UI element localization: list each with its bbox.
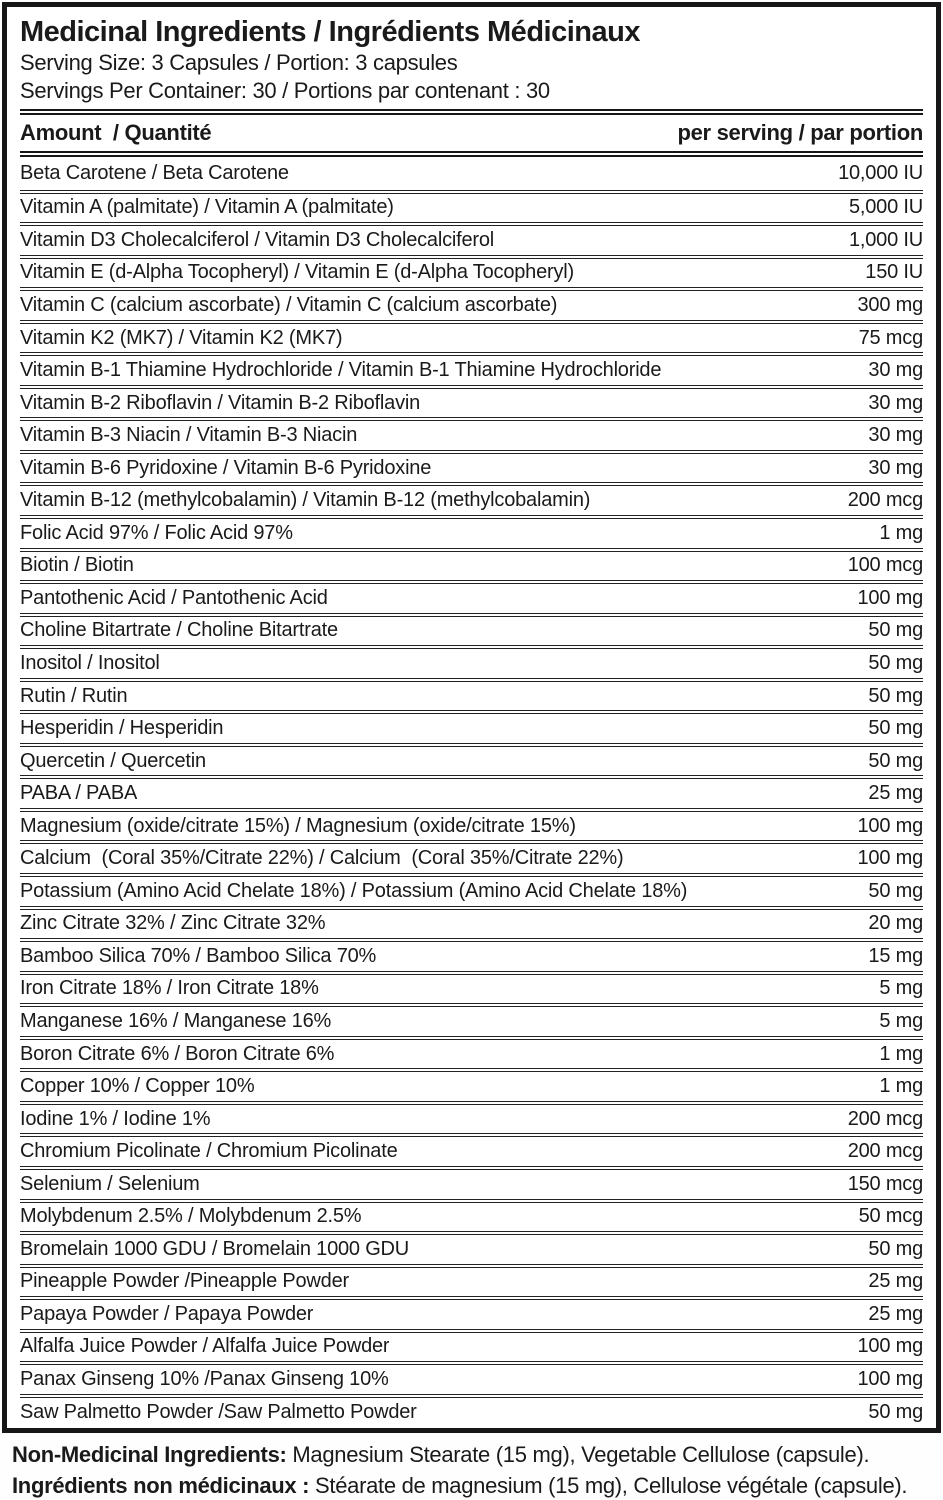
ingredient-amount: 50 mg [868,1400,923,1423]
table-row [20,1199,923,1232]
table-row [20,1068,923,1101]
ingredient-amount: 200 mcg [847,1107,923,1130]
table-row [20,1166,923,1199]
ingredient-amount: 1 mg [879,521,923,544]
ingredient-name: Magnesium (oxide/citrate 15%) / Magnesium (oxide/citrate 15%) [20,814,576,837]
table-row [20,190,923,223]
ingredient-amount: 1 mg [879,1075,923,1098]
table-row [20,938,923,971]
table-row [20,482,923,515]
ingredient-name: Molybdenum 2.5% / Molybdenum 2.5% [20,1205,362,1228]
ingredient-name: Zinc Citrate 32% / Zinc Citrate 32% [20,912,326,935]
ingredient-amount: 50 mg [868,651,923,674]
ingredient-amount: 100 mg [857,586,923,609]
ingredient-amount: 50 mg [868,749,923,772]
table-row [20,873,923,906]
ingredient-amount: 75 mcg [858,326,923,349]
ingredient-amount: 10,000 IU [838,161,923,184]
medicinal-ingredients-panel [2,2,941,1433]
table-row [20,645,923,678]
ingredient-name: Vitamin E (d-Alpha Tocopheryl) / Vitamin E (d-Alpha Tocopheryl) [20,261,574,284]
table-row [20,1329,923,1362]
ingredient-name: Pantothenic Acid / Pantothenic Acid [20,586,328,609]
ingredient-amount: 1 mg [879,1042,923,1065]
ingredient-name: Iron Citrate 18% / Iron Citrate 18% [20,977,319,1000]
ingredient-amount: 50 mg [868,879,923,902]
ingredient-name: Rutin / Rutin [20,684,128,707]
ingredient-amount: 150 mcg [847,1172,923,1195]
ingredient-amount: 30 mg [868,456,923,479]
table-row [20,840,923,873]
footnote-fr-label: Ingrédients non médicinaux : [12,1472,310,1498]
ingredient-amount: 50 mg [868,619,923,642]
ingredient-amount: 50 mg [868,717,923,740]
footnote-en-text: Magnesium Stearate (15 mg), Vegetable Cellulose (capsule). [286,1442,870,1467]
column-header-amount: Amount / Quantité [20,120,212,145]
ingredient-name: Vitamin B-6 Pyridoxine / Vitamin B-6 Pyridoxine [20,456,432,479]
ingredient-name: Vitamin A (palmitate) / Vitamin A (palmitate) [20,196,394,219]
table-row [20,580,923,613]
ingredient-name: Alfalfa Juice Powder / Alfalfa Juice Powder [20,1335,390,1358]
ingredient-amount: 30 mg [868,391,923,414]
ingredient-amount: 25 mg [868,1302,923,1325]
ingredient-name: Iodine 1% / Iodine 1% [20,1107,211,1130]
ingredient-name: Vitamin B-3 Niacin / Vitamin B-3 Niacin [20,424,358,447]
ingredient-name: Biotin / Biotin [20,554,134,577]
ingredient-amount: 30 mg [868,424,923,447]
ingredient-name: Chromium Picolinate / Chromium Picolinate [20,1140,398,1163]
table-row [20,320,923,353]
ingredient-name: Bamboo Silica 70% / Bamboo Silica 70% [20,944,377,967]
column-header-row [20,115,923,151]
table-row [20,1296,923,1329]
ingredient-amount: 15 mg [868,944,923,967]
ingredient-name: Quercetin / Quercetin [20,749,206,772]
ingredient-amount: 20 mg [868,912,923,935]
table-row [20,1101,923,1134]
ingredient-name: Bromelain 1000 GDU / Bromelain 1000 GDU [20,1237,410,1260]
ingredient-amount: 5 mg [879,977,923,1000]
ingredient-name: Selenium / Selenium [20,1172,200,1195]
footnotes [0,1433,943,1500]
column-header-per-serving: per serving / par portion [677,120,923,145]
ingredient-name: Inositol / Inositol [20,651,160,674]
ingredient-amount: 200 mcg [847,1140,923,1163]
ingredient-amount: 100 mg [857,1335,923,1358]
ingredient-amount: 300 mg [857,293,923,316]
ingredient-amount: 50 mg [868,1237,923,1260]
ingredient-name: Hesperidin / Hesperidin [20,717,224,740]
ingredient-amount: 100 mg [857,847,923,870]
table-row [20,808,923,841]
ingredient-amount: 100 mg [857,1368,923,1390]
ingredient-name: Panax Ginseng 10% /Panax Ginseng 10% [20,1368,389,1390]
footnote-non-medicinal-fr [12,1471,931,1500]
ingredient-amount: 25 mg [868,1270,923,1293]
ingredient-name: Vitamin B-1 Thiamine Hydrochloride / Vitamin B-1 Thiamine Hydrochloride [20,359,662,382]
table-row [20,157,923,190]
ingredient-amount: 5,000 IU [848,196,923,219]
table-row [20,1264,923,1297]
table-row [20,743,923,776]
ingredient-name: Vitamin C (calcium ascorbate) / Vitamin C (calcium ascorbate) [20,293,558,316]
ingredient-name: Calcium (Coral 35%/Citrate 22%) / Calcium (Coral 35%/Citrate 22%) [20,847,624,870]
ingredient-name: Vitamin D3 Cholecalciferol / Vitamin D3 Cholecalciferol [20,228,495,251]
table-row [20,417,923,450]
ingredient-amount: 200 mcg [847,489,923,512]
ingredient-name: Manganese 16% / Manganese 16% [20,1009,332,1032]
ingredient-amount: 100 mg [857,814,923,837]
ingredient-name: Vitamin B-12 (methylcobalamin) / Vitamin B-12 (methylcobalamin) [20,489,591,512]
ingredient-name: Folic Acid 97% / Folic Acid 97% [20,521,293,544]
footnote-fr-text: Stéarate de magnesium (15 mg), Cellulose végétale (capsule). [309,1472,908,1498]
ingredient-name: Copper 10% / Copper 10% [20,1075,255,1098]
table-row [20,255,923,288]
table-row [20,385,923,418]
table-row [20,515,923,548]
ingredient-name: Pineapple Powder /Pineapple Powder [20,1270,349,1293]
table-row [20,710,923,743]
table-row [20,1133,923,1166]
table-row [20,1361,923,1394]
ingredient-name: Papaya Powder / Papaya Powder [20,1302,314,1325]
serving-size-line: Serving Size: 3 Capsules / Portion: 3 capsules [20,50,458,75]
table-row [20,1394,923,1427]
table-row [20,971,923,1004]
table-row [20,222,923,255]
table-row [20,1036,923,1069]
ingredient-name: Vitamin B-2 Riboflavin / Vitamin B-2 Riboflavin [20,391,421,414]
table-row [20,352,923,385]
ingredient-name: Beta Carotene / Beta Carotene [20,161,289,184]
table-row [20,906,923,939]
ingredient-name: PABA / PABA [20,782,138,805]
ingredient-amount: 25 mg [868,782,923,805]
ingredient-amount: 1,000 IU [848,228,923,251]
table-row [20,775,923,808]
footnote-non-medicinal-en [12,1440,931,1471]
table-row [20,613,923,646]
table-row [20,548,923,581]
ingredient-name: Vitamin K2 (MK7) / Vitamin K2 (MK7) [20,326,343,349]
ingredient-name: Saw Palmetto Powder /Saw Palmetto Powder [20,1400,417,1423]
ingredient-rows [20,157,923,1426]
ingredient-name: Potassium (Amino Acid Chelate 18%) / Potassium (Amino Acid Chelate 18%) [20,879,688,902]
table-row [20,450,923,483]
ingredient-amount: 50 mcg [858,1205,923,1228]
table-row [20,678,923,711]
table-row [20,1003,923,1036]
table-row [20,1231,923,1264]
servings-per-container-line: Servings Per Container: 30 / Portions par contenant : 30 [20,77,550,103]
ingredient-amount: 150 IU [865,261,923,284]
ingredient-amount: 5 mg [879,1009,923,1032]
ingredient-amount: 50 mg [868,684,923,707]
ingredient-name: Boron Citrate 6% / Boron Citrate 6% [20,1042,335,1065]
ingredient-amount: 30 mg [868,359,923,382]
table-row [20,287,923,320]
footnote-en-label: Non-Medicinal Ingredients: [12,1442,287,1467]
panel-title: Medicinal Ingredients / Ingrédients Médicinaux [20,16,640,48]
panel-inner [7,15,936,1426]
ingredient-name: Choline Bitartrate / Choline Bitartrate [20,619,338,642]
ingredient-amount: 100 mcg [847,554,923,577]
